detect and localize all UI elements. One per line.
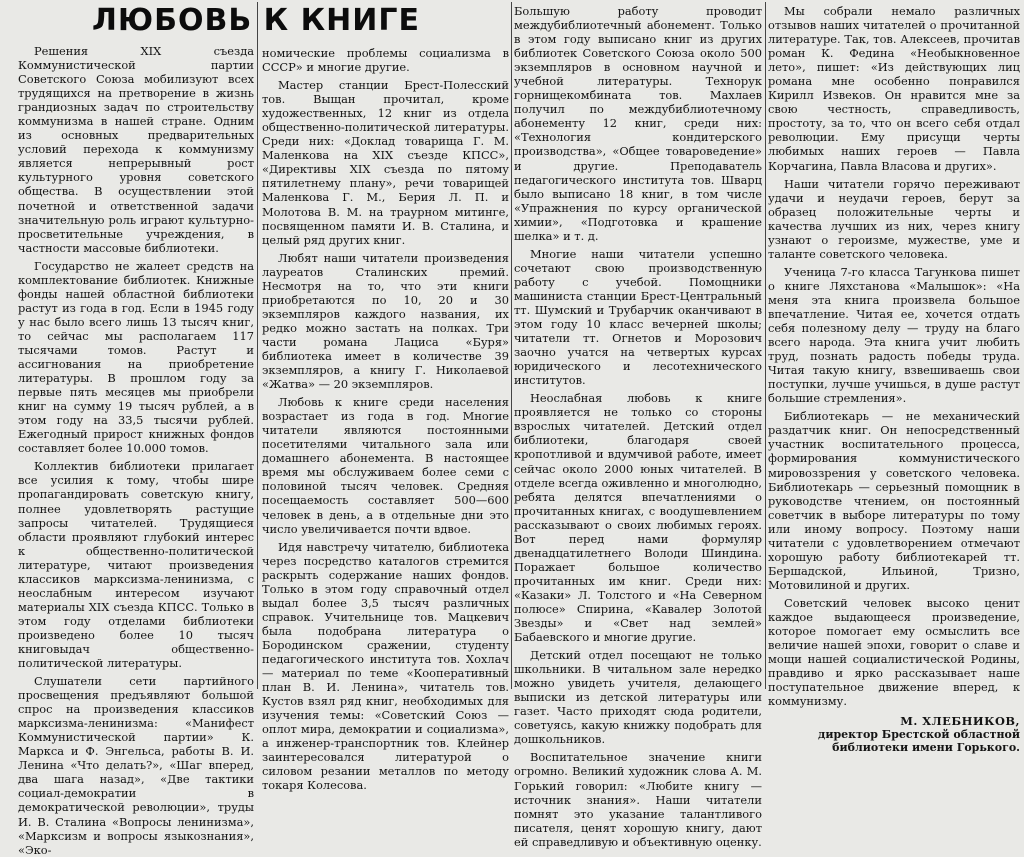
column-rule bbox=[257, 2, 258, 689]
article-column-2 bbox=[262, 46, 509, 793]
article-column-4 bbox=[768, 4, 1020, 755]
author-title-line-1: директор Брестской областной bbox=[818, 728, 1020, 742]
article-paragraph: Слушатели сети партийного просвещения предъявляют большой спрос на произведения классиков марксизма-ленинизма: «Манифест Коммунистической партии» К. Маркса и Ф. Энгельса, работы В. И. Ленина «Что делать?», «Шаг вперед, два шага назад», «Две тактики социал-демократии в демократической революции», труды И. В. Сталина «Вопросы ленинизма», «Марксизм и вопросы языкознания», «Эко- bbox=[18, 674, 254, 857]
column-body bbox=[18, 44, 254, 857]
article-column-3 bbox=[514, 4, 763, 849]
article-column-1 bbox=[18, 4, 254, 857]
article-paragraph: Идя навстречу читателю, библиотека через посредство каталогов стремится раскрыть содержание наших фондов. Только в этом году справочный отдел выдал более 3,5 тысяч различных справок. Учительнице тов. Мацкевич была подобрана литература о Бородинском сражении, студенту педагогического института тов. Хохлач — материал по теме «Кооперативный план В. И. Ленина», читатель тов. Кустов взял ряд книг, необходимых для изучения темы: «Советский Союз — оплот мира, демократии и социализма», а инженер-транспортник тов. Клейнер заинтересовался литературой о силовом резании металлов по методу токаря Колесова. bbox=[262, 539, 509, 793]
article-paragraph: Мастер станции Брест-Полесский тов. Выщан прочитал, кроме художественных, 12 книг из отдела общественно-политической литературы. Среди них: «Доклад товарища Г. М. Маленкова на XIX съезде КПСС», «Директивы XIX съезда по пятому пятилетнему плану», речи товарищей Маленкова Г. М., Берия Л. П. и Молотова В. М. на траурном митинге, посвященном памяти И. В. Сталина, и целый ряд других книг. bbox=[262, 78, 509, 247]
article-paragraph: Наши читатели горячо переживают удачи и неудачи героев, берут за образец положительные черты и качества лучших из них, через книгу узнают о героизме, мужестве, уме и таланте советского человека. bbox=[768, 176, 1020, 261]
article-paragraph: Ученица 7-го класса Тагункова пишет о книге Ляхстанова «Малышок»: «На меня эта книга произвела большое впечатление. Читая ее, хочется отдать себя полезному делу — труду на благо всего народа. Эта книга учит любить труд, познать радость победы труда. Читая такую книгу, взвешиваешь свои поступки, лучше учишься, в душе растут большие стремления». bbox=[768, 264, 1020, 406]
column-rule bbox=[765, 2, 766, 689]
article-paragraph: Детский отдел посещают не только школьники. В читальном зале нередко можно увидеть учителя, делающего выписки из детской литературы или газет. Часто приходят сюда родители, советуясь, какую книжку подобрать для дошкольников. bbox=[514, 648, 762, 747]
column-body bbox=[768, 4, 1020, 708]
article-paragraph: Библиотекарь — не механический раздатчик книг. Он непосредственный участник воспитательного процесса, формирования коммунистического мировоззрения у советского человека. Библиотекарь — серьезный помощник в руководстве чтением, он постоянный советчик в выборе литературы по тому или иному вопросу. Поэтому наши читатели с удовлетворением отмечают хорошую работу библиотекарей тт. Бершадской, Ильиной, Тризно, Мотовилиной и других. bbox=[768, 409, 1020, 592]
article-paragraph: Мы собрали немало различных отзывов наших читателей о прочитанной литературе. Так, тов. Алексеев, прочитав роман К. Федина «Необыкновенное лето», пишет: «Из действующих лиц романа мне особенно понравился Кирилл Извеков. Он нравится мне за свою честность, справедливость, простоту, за то, что он всего себя отдал революции. Ему присущи черты любимых наших героев — Павла Корчагина, Павла Власова и других». bbox=[768, 4, 1020, 173]
article-headline: ЛЮБОВЬ К КНИГЕ bbox=[92, 3, 420, 38]
article-paragraph: Любят наши читатели произведения лауреатов Сталинских премий. Несмотря на то, что эти книги приобретаются по 10, 20 и 30 экземпляров каждого названия, их редко можно застать на полках. Три части романа Лациса «Буря» библиотека имеет в количестве 39 экземпляров, а книгу Г. Николаевой «Жатва» — 20 экземпляров. bbox=[262, 250, 509, 392]
author-title-line-2: библиотеки имени Горького. bbox=[832, 741, 1020, 755]
column-rule bbox=[511, 2, 512, 689]
article-paragraph: Неослабная любовь к книге проявляется не только со стороны взрослых читателей. Детский отдел библиотеки, благодаря своей кропотливой и вдумчивой работе, имеет сейчас около 2000 юных читателей. В отделе всегда оживленно и многолюдно, ребята делятся впечатлениями о прочитанных книгах, с воодушевлением рассказывают о своих любимых героях. Вот перед нами формуляр двенадцатилетнего Володи Шиндина. Поражает большое количество прочитанных им книг. Среди них: «Казаки» Л. Толстого и «На Северном полюсе» Спирина, «Кавалер Золотой Звезды» и «Свет над землей» Бабаевского и многие другие. bbox=[514, 391, 763, 645]
column-body bbox=[262, 46, 509, 792]
column-body bbox=[514, 4, 762, 849]
article-paragraph: Решения XIX съезда Коммунистической партии Советского Союза мобилизуют всех трудящихся на претворение в жизнь грандиозных задач по строительству коммунизма в нашей стране. Одним из основных предварительных условий перехода к коммунизму является непрерывный рост культурного уровня советского общества. В осуществлении этой почетной и ответственной задачи значительную роль играют культурно-просветительные учреждения, в частности массовые библиотеки. bbox=[18, 44, 254, 255]
author-signature: М. ХЛЕБНИКОВ, bbox=[900, 714, 1020, 729]
article-paragraph: Советский человек высоко ценит каждое выдающееся произведение, которое помогает ему осмыслить все величие нашей эпохи, говорит о славе и мощи нашей социалистической Родины, правдиво и ярко рассказывает наше поступательное движение вперед, к коммунизму. bbox=[768, 595, 1020, 709]
article-paragraph: Многие наши читатели успешно сочетают свою производственную работу с учебой. Помощники машиниста станции Брест-Центральный тт. Шумский и Трубарчик оканчивают в этом году 10 класс вечерней школы; читатели тт. Огнетов и Морозович заочно учатся на четвертых курсах юридического и лесотехнического институтов. bbox=[514, 246, 762, 388]
article-paragraph: Большую работу проводит междубиблиотечный абонемент. Только в этом году выписано книг из других библиотек Советского Союза около 500 экземпляров в основном научной и учебной литературы. Технорук горнищекомбината тов. Махлаев получил по междубиблиотечному абонементу 12 книг, среди них: «Технология кондитерского производства», «Общее товароведение» и другие. Преподаватель педагогического института тов. Шварц было выписано 18 книг, в том числе «Упражнения по курсу органической химии», «Подготовка и крашение шелка» и т. д. bbox=[514, 4, 762, 243]
article-paragraph: Воспитательное значение книги огромно. Великий художник слова А. М. Горький говорил: «Любите книгу — источник знания». Наши читатели помнят это указание талантливого писателя, ценят хорошую книгу, дают ей справедливую и объективную оценку. bbox=[514, 750, 762, 849]
article-paragraph: Коллектив библиотеки прилагает все усилия к тому, чтобы шире пропагандировать советскую книгу, полнее удовлетворять растущие запросы читателей. Трудящиеся области проявляют глубокий интерес к общественно-политической литературе, читают произведения классиков марксизма-ленинизма, с неослабным интересом изучают материалы XIX съезда КПСС. Только в этом году отделами библиотеки произведено более 10 тысяч книговыдач общественно-политической литературы. bbox=[18, 459, 254, 671]
article-paragraph: номические проблемы социализма в СССР» и многие другие. bbox=[262, 46, 509, 75]
article-paragraph: Любовь к книге среди населения возрастает из года в год. Многие читатели являются постоянными посетителями читального зала или домашнего абонемента. В настоящее время мы обслуживаем более семи с половиной тысяч человек. Средняя посещаемость составляет 500—600 человек в день, а в отдельные дни это число увеличивается почти вдвое. bbox=[262, 395, 509, 536]
article-paragraph: Государство не жалеет средств на комплектование библиотек. Книжные фонды нашей областной библиотеки растут из года в год. Если в 1945 году у нас было всего лишь 13 тысяч книг, то сейчас мы располагаем 117 тысячами томов. Растут и ассигнования на приобретение литературы. В прошлом году за первые пять месяцев мы приобрели книг на сумму 19 тысяч рублей, а в этом году на 33,5 тысячи рублей. Ежегодный прирост книжных фондов составляет более 10.000 томов. bbox=[18, 258, 254, 456]
